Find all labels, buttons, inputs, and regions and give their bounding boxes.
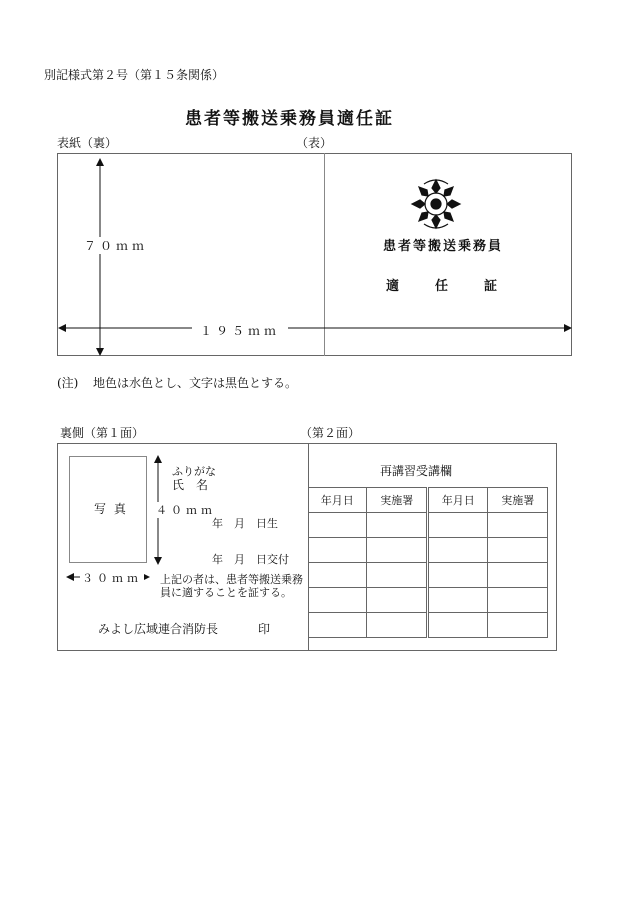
table-cell[interactable] [488,588,548,613]
table-cell[interactable] [427,538,488,563]
name-label: 氏 名 [172,478,209,492]
cover-title-char-3: 証 [484,279,498,294]
note-mark: (注) [57,376,79,390]
table-cell[interactable] [488,513,548,538]
table-cell[interactable] [427,563,488,588]
table-cell[interactable] [308,538,367,563]
issuer-name: みよし広域連合消防長 [98,622,219,636]
table-cell[interactable] [308,613,367,638]
table-cell[interactable] [367,563,428,588]
retraining-table [308,487,548,638]
table-cell[interactable] [308,513,367,538]
table-cell[interactable] [488,613,548,638]
table-row [308,613,548,638]
table-cell[interactable] [308,563,367,588]
table-row [308,588,548,613]
width-dimension-arrow [58,321,572,335]
photo-label: 写 真 [94,502,128,516]
header-date-1: 年月日 [308,488,367,513]
cover-title-line1: 患者等搬送乗務員 [383,239,504,254]
header-office-1: 実施署 [367,488,428,513]
height-dimension-label: ７０ｍｍ [84,239,149,253]
header-date-2: 年月日 [427,488,488,513]
table-cell[interactable] [367,538,428,563]
table-cell[interactable] [427,513,488,538]
birth-date-label: 年 月 日生 [212,517,278,530]
issue-date-label: 年 月 日交付 [212,553,289,566]
note-text: 地色は水色とし、文字は黒色とする。 [93,376,298,390]
cover-title-char-1: 適 [386,279,400,294]
header-office-2: 実施署 [488,488,548,513]
cover-title-char-2: 任 [435,279,449,294]
table-cell[interactable] [367,613,428,638]
label-cover-back: 表紙（裏） [57,136,118,150]
label-page-2: （第２面） [300,426,361,440]
furigana-label: ふりがな [172,465,216,478]
page-title: 患者等搬送乗務員適任証 [185,109,394,129]
photo-height-label: ４０ｍｍ [156,504,216,517]
form-reference: 別記様式第２号（第１５条関係） [44,68,225,82]
table-header-row [308,488,548,513]
photo-width-label: ３０ｍｍ [82,572,142,585]
table-cell[interactable] [488,563,548,588]
table-cell[interactable] [308,588,367,613]
width-dimension-label: １９５ｍｍ [192,322,288,339]
table-cell[interactable] [367,513,428,538]
certification-line-2: 員に適することを証する。 [160,586,292,599]
certification-line-1: 上記の者は、患者等搬送乗務 [160,573,303,586]
label-back-side: 裏側（第１面） [60,426,145,440]
table-cell[interactable] [427,588,488,613]
table-row [308,538,548,563]
label-cover-front: （表） [296,136,333,150]
table-cell[interactable] [427,613,488,638]
table-row [308,513,548,538]
retraining-title: 再講習受講欄 [380,464,453,478]
table-row [308,563,548,588]
table-cell[interactable] [488,538,548,563]
fire-department-emblem-icon [410,178,462,230]
seal-mark: 印 [258,622,271,636]
table-cell[interactable] [367,588,428,613]
